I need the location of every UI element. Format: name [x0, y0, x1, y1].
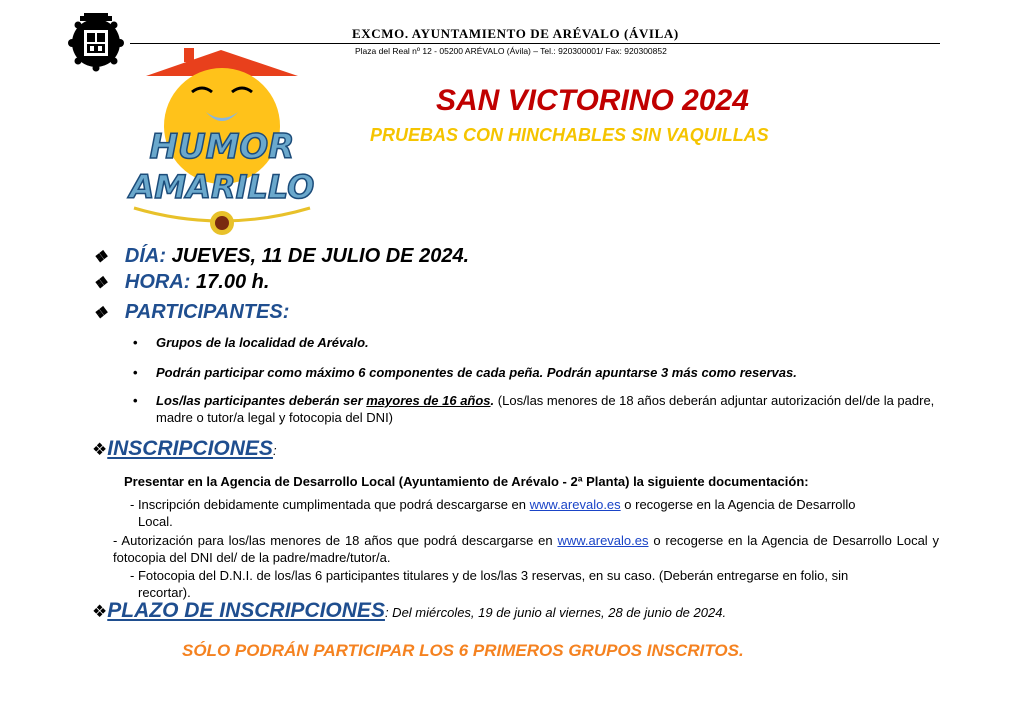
requirement-text: - Fotocopia del D.N.I. de los/las 6 participantes titulares y de los/las 3 reservas, en su caso. (Deberán entregarse en folio, sin — [130, 568, 849, 583]
age-requirement-note: (Los/las menores de 18 años deberán adjuntar autorización del/de la padre, madre o tutor/a legal y fotocopia del DNI) — [156, 393, 935, 425]
organization-address: Plaza del Real nº 12 - 05200 ARÉVALO (Ávila) – Tel.: 920300001/ Fax: 920300852 — [355, 46, 667, 56]
website-link[interactable]: www.arevalo.es — [529, 497, 621, 512]
age-requirement-text: Los/las participantes deberán ser — [156, 393, 367, 408]
requirement-item — [130, 496, 940, 530]
day-label: DÍA: — [124, 245, 167, 267]
bullet-text — [156, 392, 936, 426]
age-requirement-underlined: mayores de 16 años — [366, 393, 491, 408]
day-value: JUEVES, 11 DE JULIO DE 2024. — [171, 245, 470, 267]
coat-of-arms-icon — [66, 10, 126, 72]
requirement-text: o recogerse en la Agencia de Desarrollo — [620, 497, 856, 512]
inscriptions-colon: : — [272, 443, 277, 458]
diamond-cluster-icon: ❖ — [92, 602, 108, 621]
logo-text-line1: HUMOR — [149, 127, 295, 167]
requirement-item — [113, 532, 939, 566]
inscriptions-intro: Presentar en la Agencia de Desarrollo Local (Ayuntamiento de Arévalo - 2ª Planta) la siguiente documentación: — [124, 474, 809, 489]
age-requirement-end: . — [490, 393, 495, 408]
participation-notice: SÓLO PODRÁN PARTICIPAR LOS 6 PRIMEROS GRUPOS INSCRITOS. — [182, 641, 744, 660]
requirement-text: - Inscripción debidamente cumplimentada que podrá descargarse en — [130, 497, 530, 512]
event-subtitle: PRUEBAS CON HINCHABLES SIN VAQUILLAS — [370, 125, 769, 145]
day-row — [93, 245, 469, 268]
requirement-text: Local. — [138, 514, 173, 529]
organization-name: EXCMO. AYUNTAMIENTO DE ARÉVALO (ÁVILA) — [352, 26, 679, 41]
bullet-text: Grupos de la localidad de Arévalo. — [156, 335, 369, 350]
diamond-cluster-icon: ❖ — [92, 440, 108, 459]
hour-label: HORA: — [124, 271, 191, 293]
requirement-text: - Autorización para los/las menores de 18 años que podrá descargarse en — [113, 533, 558, 548]
inscriptions-row — [92, 437, 277, 461]
bullet-icon: • — [133, 393, 138, 408]
requirement-item — [130, 567, 940, 601]
hour-row — [93, 271, 269, 294]
requirement-text: o recogerse en la Agencia de Desarrollo Local y fotocopia del DNI del/ de la padre/madre/tutor/a. — [113, 533, 940, 565]
diamond-cluster-icon: ❖ — [93, 249, 108, 266]
inscriptions-heading: INSCRIPCIONES — [107, 437, 273, 460]
header-divider — [130, 43, 940, 44]
humor-amarillo-logo — [126, 48, 316, 238]
hour-value: 17.00 h. — [196, 271, 270, 293]
deadline-heading: PLAZO DE INSCRIPCIONES — [107, 599, 385, 622]
requirement-text: recortar). — [138, 585, 191, 600]
website-link[interactable]: www.arevalo.es — [557, 533, 649, 548]
logo-text-line2: AMARILLO — [129, 168, 315, 206]
deadline-row — [92, 599, 726, 623]
bullet-icon: • — [133, 365, 138, 380]
diamond-cluster-icon: ❖ — [93, 275, 108, 292]
event-title: SAN VICTORINO 2024 — [436, 84, 749, 117]
participants-label: PARTICIPANTES: — [124, 301, 290, 323]
bullet-text: Podrán participar como máximo 6 componentes de cada peña. Podrán apuntarse 3 más como reservas. — [156, 365, 797, 380]
bullet-icon: • — [133, 335, 138, 350]
deadline-dates: : Del miércoles, 19 de junio al viernes, 28 de junio de 2024. — [384, 605, 727, 620]
diamond-cluster-icon: ❖ — [93, 305, 108, 322]
participants-row — [93, 301, 289, 324]
